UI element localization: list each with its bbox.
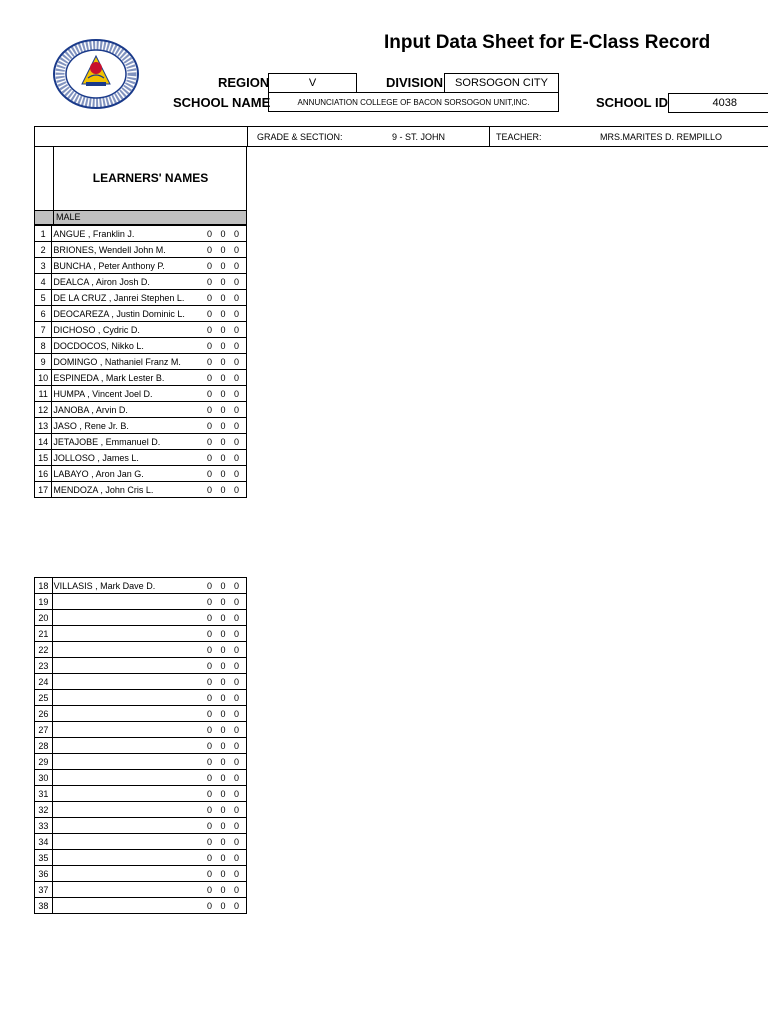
learner-row[interactable] xyxy=(35,274,247,290)
learner-scores: 0 0 0 xyxy=(196,466,246,482)
learner-name[interactable]: DOMINGO , Nathaniel Franz M. xyxy=(52,354,196,370)
learner-name[interactable] xyxy=(52,754,195,770)
learner-scores: 0 0 0 xyxy=(196,402,246,418)
learner-scores: 0 0 0 xyxy=(196,786,247,802)
learner-scores: 0 0 0 xyxy=(196,866,247,882)
learner-name[interactable] xyxy=(52,802,195,818)
learner-name[interactable] xyxy=(52,786,195,802)
learner-row[interactable] xyxy=(35,866,247,882)
learners-names-header: LEARNERS' NAMES xyxy=(92,171,209,185)
learner-scores: 0 0 0 xyxy=(196,706,247,722)
learner-scores: 0 0 0 xyxy=(196,258,246,274)
learner-scores: 0 0 0 xyxy=(196,482,246,498)
learner-scores: 0 0 0 xyxy=(196,738,247,754)
learner-name[interactable]: DEALCA , Airon Josh D. xyxy=(52,274,196,290)
learner-name[interactable]: ESPINEDA , Mark Lester B. xyxy=(52,370,196,386)
learner-scores: 0 0 0 xyxy=(196,818,247,834)
learner-number: 20 xyxy=(35,610,53,626)
teacher-label: TEACHER: xyxy=(496,132,542,142)
learner-name[interactable] xyxy=(52,866,195,882)
learner-number: 1 xyxy=(35,226,52,242)
learner-scores: 0 0 0 xyxy=(196,434,246,450)
learner-row[interactable] xyxy=(35,354,247,370)
learner-scores: 0 0 0 xyxy=(196,386,246,402)
learner-number: 23 xyxy=(35,658,53,674)
teacher-value[interactable]: MRS.MARITES D. REMPILLO xyxy=(600,132,723,142)
learner-name[interactable]: DE LA CRUZ , Janrei Stephen L. xyxy=(52,290,196,306)
learner-scores: 0 0 0 xyxy=(196,338,246,354)
learner-row[interactable] xyxy=(35,338,247,354)
learner-row[interactable] xyxy=(35,834,247,850)
learner-name[interactable] xyxy=(52,850,195,866)
learner-scores: 0 0 0 xyxy=(196,450,246,466)
learner-row[interactable] xyxy=(35,402,247,418)
learner-row[interactable] xyxy=(35,434,247,450)
learner-row[interactable] xyxy=(35,738,247,754)
learner-row[interactable] xyxy=(35,658,247,674)
learner-row[interactable] xyxy=(35,482,247,498)
learner-scores: 0 0 0 xyxy=(196,658,247,674)
learner-number: 33 xyxy=(35,818,53,834)
learner-name[interactable] xyxy=(52,594,195,610)
learner-row[interactable] xyxy=(35,242,247,258)
learner-number: 5 xyxy=(35,290,52,306)
learner-name[interactable]: JETAJOBE , Emmanuel D. xyxy=(52,434,196,450)
learner-number: 14 xyxy=(35,434,52,450)
learner-number: 22 xyxy=(35,642,53,658)
learner-scores: 0 0 0 xyxy=(196,418,246,434)
learner-row[interactable] xyxy=(35,642,247,658)
learner-name[interactable]: DEOCAREZA , Justin Dominic L. xyxy=(52,306,196,322)
deped-seal-logo xyxy=(52,38,140,110)
learner-number: 35 xyxy=(35,850,53,866)
learner-row[interactable] xyxy=(35,626,247,642)
learner-name[interactable]: DOCDOCOS, Nikko L. xyxy=(52,338,196,354)
learner-number: 4 xyxy=(35,274,52,290)
learner-number: 11 xyxy=(35,386,52,402)
learner-row[interactable] xyxy=(35,290,247,306)
learner-name[interactable] xyxy=(52,690,195,706)
learner-row[interactable] xyxy=(35,226,247,242)
sheet-title: Input Data Sheet for E-Class Record xyxy=(384,32,711,53)
learner-scores: 0 0 0 xyxy=(196,306,246,322)
learner-scores: 0 0 0 xyxy=(196,290,246,306)
learner-scores: 0 0 0 xyxy=(196,850,247,866)
learner-number: 19 xyxy=(35,594,53,610)
learner-scores: 0 0 0 xyxy=(196,898,247,914)
learner-number: 21 xyxy=(35,626,53,642)
learner-row[interactable] xyxy=(35,882,247,898)
roster-table-page1 xyxy=(34,225,247,498)
learner-row[interactable] xyxy=(35,322,247,338)
learner-row[interactable] xyxy=(35,802,247,818)
learner-row[interactable] xyxy=(35,610,247,626)
learner-row[interactable] xyxy=(35,258,247,274)
learner-row[interactable] xyxy=(35,674,247,690)
region-label: REGION xyxy=(218,75,270,90)
learner-name[interactable] xyxy=(52,674,195,690)
learner-name[interactable]: LABAYO , Aron Jan G. xyxy=(52,466,196,482)
learner-name[interactable]: HUMPA , Vincent Joel D. xyxy=(52,386,196,402)
learner-name[interactable] xyxy=(52,658,195,674)
learner-row[interactable] xyxy=(35,722,247,738)
learner-name[interactable]: DICHOSO , Cydric D. xyxy=(52,322,196,338)
learner-number: 2 xyxy=(35,242,52,258)
school-name-field[interactable]: ANNUNCIATION COLLEGE OF BACON SORSOGON UNIT,INC. xyxy=(268,92,559,112)
learner-row[interactable] xyxy=(35,450,247,466)
learner-scores: 0 0 0 xyxy=(196,226,246,242)
learner-scores: 0 0 0 xyxy=(196,834,247,850)
learner-name[interactable] xyxy=(52,738,195,754)
learner-scores: 0 0 0 xyxy=(196,754,247,770)
learner-number: 13 xyxy=(35,418,52,434)
learner-name[interactable] xyxy=(52,642,195,658)
learner-name[interactable]: MENDOZA , John Cris L. xyxy=(52,482,196,498)
section-bar-divider-2 xyxy=(489,126,490,147)
learner-name[interactable] xyxy=(52,834,195,850)
learner-scores: 0 0 0 xyxy=(196,722,247,738)
learner-row[interactable] xyxy=(35,690,247,706)
school-name-label: SCHOOL NAME xyxy=(173,95,271,110)
learner-row[interactable] xyxy=(35,466,247,482)
learner-row[interactable] xyxy=(35,818,247,834)
learner-name[interactable] xyxy=(52,882,195,898)
learner-scores: 0 0 0 xyxy=(196,370,246,386)
learner-number: 8 xyxy=(35,338,52,354)
learner-row[interactable] xyxy=(35,786,247,802)
learner-number: 25 xyxy=(35,690,53,706)
learner-number: 38 xyxy=(35,898,53,914)
learner-name[interactable] xyxy=(52,770,195,786)
learner-scores: 0 0 0 xyxy=(196,690,247,706)
division-label: DIVISION xyxy=(386,75,444,90)
learner-row[interactable] xyxy=(35,850,247,866)
learner-scores: 0 0 0 xyxy=(196,322,246,338)
grade-section-label: GRADE & SECTION: xyxy=(257,132,343,142)
learner-number: 29 xyxy=(35,754,53,770)
learner-name[interactable]: BUNCHA , Peter Anthony P. xyxy=(52,258,196,274)
learner-row[interactable] xyxy=(35,386,247,402)
male-label: MALE xyxy=(56,212,81,222)
learner-scores: 0 0 0 xyxy=(196,674,247,690)
school-id-field[interactable]: 4038 xyxy=(668,93,768,113)
learner-scores: 0 0 0 xyxy=(196,802,247,818)
learner-scores: 0 0 0 xyxy=(196,354,246,370)
division-field[interactable]: SORSOGON CITY xyxy=(444,73,559,93)
learner-name[interactable]: JANOBA , Arvin D. xyxy=(52,402,196,418)
learner-number: 37 xyxy=(35,882,53,898)
learner-number: 26 xyxy=(35,706,53,722)
learner-row[interactable] xyxy=(35,898,247,914)
learner-number: 31 xyxy=(35,786,53,802)
learner-name[interactable]: BRIONES, Wendell John M. xyxy=(52,242,196,258)
learner-number: 16 xyxy=(35,466,52,482)
learner-row[interactable] xyxy=(35,594,247,610)
learner-number: 34 xyxy=(35,834,53,850)
learner-number: 15 xyxy=(35,450,52,466)
section-bar-divider xyxy=(247,126,248,147)
learner-row[interactable] xyxy=(35,706,247,722)
grade-section-value[interactable]: 9 - ST. JOHN xyxy=(392,132,446,142)
learner-row[interactable] xyxy=(35,418,247,434)
learner-scores: 0 0 0 xyxy=(196,242,246,258)
learner-scores: 0 0 0 xyxy=(196,626,247,642)
learner-number: 6 xyxy=(35,306,52,322)
learner-row[interactable] xyxy=(35,770,247,786)
learner-number: 7 xyxy=(35,322,52,338)
learner-name[interactable]: ANGUE , Franklin J. xyxy=(52,226,196,242)
learner-number: 9 xyxy=(35,354,52,370)
section-bar-top-border xyxy=(34,126,768,127)
learner-scores: 0 0 0 xyxy=(196,642,247,658)
school-id-label: SCHOOL ID xyxy=(596,95,668,110)
learner-number: 18 xyxy=(35,578,53,594)
learner-row[interactable] xyxy=(35,578,247,594)
learner-name[interactable]: VILLASIS , Mark Dave D. xyxy=(52,578,195,594)
learner-number: 24 xyxy=(35,674,53,690)
learner-number: 36 xyxy=(35,866,53,882)
learner-name[interactable] xyxy=(52,722,195,738)
learner-name[interactable] xyxy=(52,610,195,626)
roster-table-page2 xyxy=(34,577,247,914)
learner-name[interactable] xyxy=(52,706,195,722)
section-bar-left-border xyxy=(34,126,35,147)
learner-scores: 0 0 0 xyxy=(196,594,247,610)
learner-scores: 0 0 0 xyxy=(196,274,246,290)
learner-scores: 0 0 0 xyxy=(196,770,247,786)
region-field[interactable]: V xyxy=(268,73,357,93)
learner-name[interactable]: JASO , Rene Jr. B. xyxy=(52,418,196,434)
learner-number: 32 xyxy=(35,802,53,818)
learner-scores: 0 0 0 xyxy=(196,882,247,898)
learner-number: 12 xyxy=(35,402,52,418)
learner-scores: 0 0 0 xyxy=(196,610,247,626)
learner-number: 27 xyxy=(35,722,53,738)
male-band-divider xyxy=(53,210,54,225)
learner-row[interactable] xyxy=(35,754,247,770)
learner-number: 17 xyxy=(35,482,52,498)
learner-row[interactable] xyxy=(35,370,247,386)
learner-name[interactable]: JOLLOSO , James L. xyxy=(52,450,196,466)
learner-name[interactable] xyxy=(52,626,195,642)
learner-number: 10 xyxy=(35,370,52,386)
learner-number: 3 xyxy=(35,258,52,274)
learner-scores: 0 0 0 xyxy=(196,578,247,594)
learner-name[interactable] xyxy=(52,818,195,834)
learner-number: 30 xyxy=(35,770,53,786)
learner-name[interactable] xyxy=(52,898,195,914)
learner-number: 28 xyxy=(35,738,53,754)
learner-row[interactable] xyxy=(35,306,247,322)
